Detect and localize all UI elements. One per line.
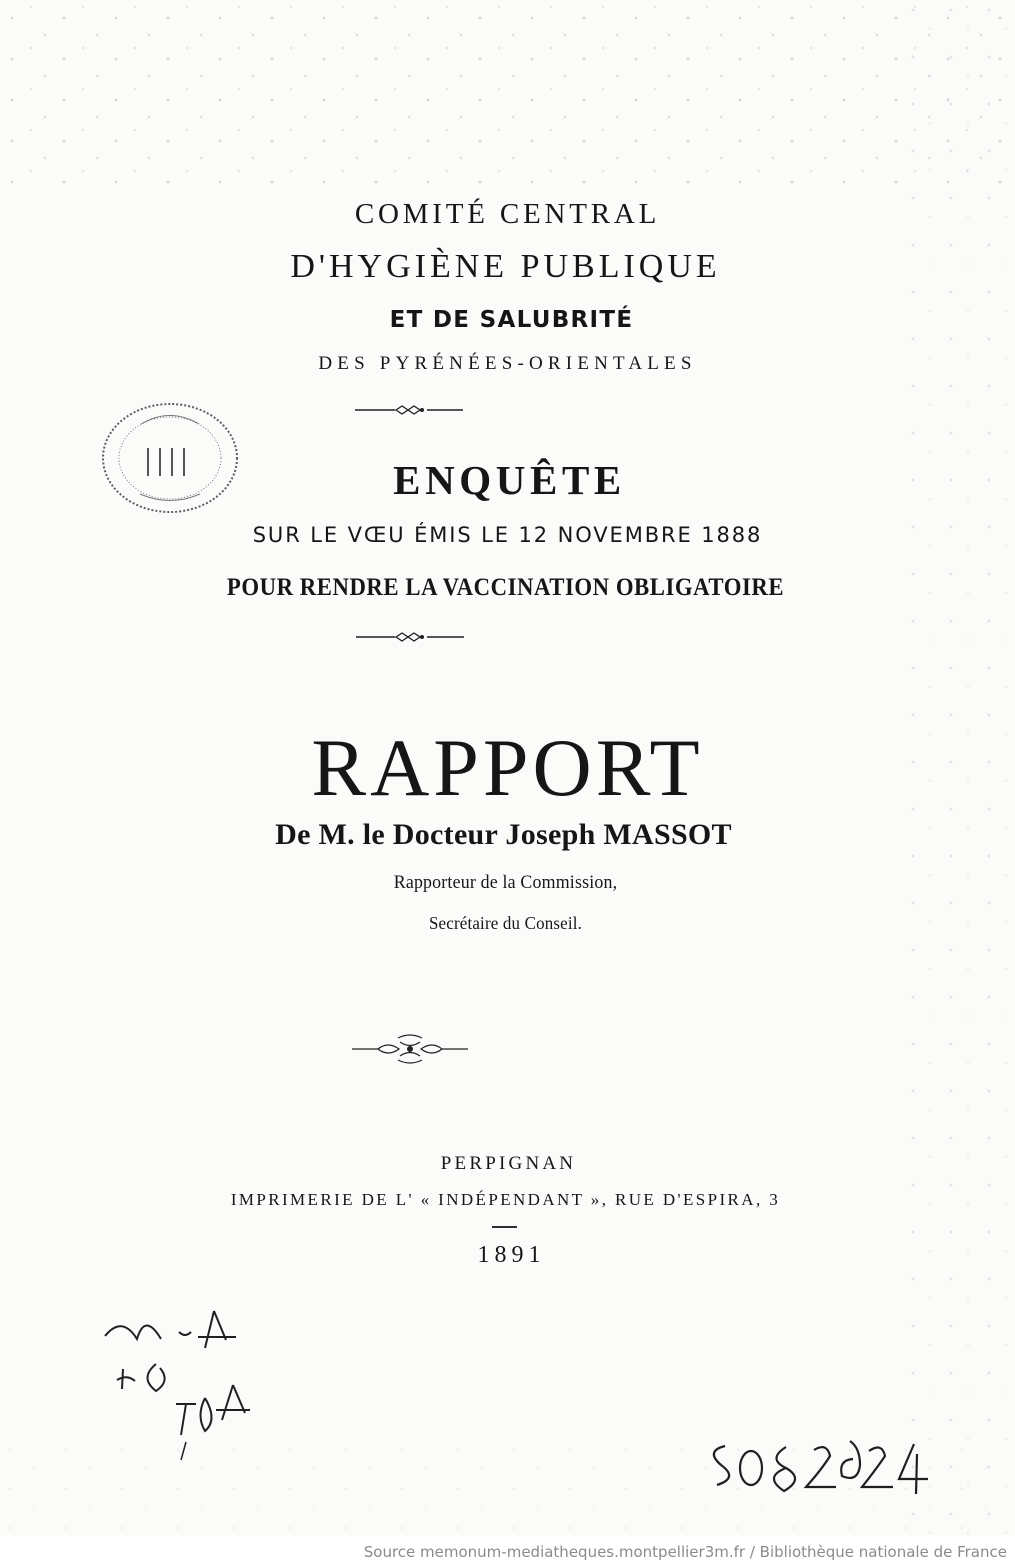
divider-ornament-icon — [0, 629, 1015, 645]
enquete-heading: ENQUÊTE — [393, 457, 626, 503]
publication-year: 1891 — [477, 1242, 546, 1268]
report-author: De M. le Docteur Joseph MASSOT — [275, 818, 732, 851]
flourish-ornament-icon — [350, 1032, 470, 1066]
lower-ornamental-divider — [0, 629, 1015, 645]
committee-title: COMITÉ CENTRAL — [354, 198, 661, 230]
vaccination-subtitle: POUR RENDRE LA VACCINATION OBLIGATOIRE — [226, 574, 785, 601]
department-title: DES PYRÉNÉES-ORIENTALES — [318, 353, 697, 374]
resolution-subtitle: SUR LE VŒU ÉMIS LE 12 NOVEMBRE 1888 — [252, 523, 763, 547]
author-role-commission: Rapporteur de la Commission, — [393, 872, 618, 893]
scan-noise-bottom — [0, 1440, 1015, 1536]
public-hygiene-title: D'HYGIÈNE PUBLIQUE — [290, 248, 721, 285]
source-footer — [0, 1536, 1015, 1566]
print-city: PERPIGNAN — [440, 1153, 577, 1174]
salubrity-title: ET DE SALUBRITÉ — [389, 307, 634, 333]
author-role-council: Secrétaire du Conseil. — [428, 913, 583, 933]
source-attribution: Source memonum-mediatheques.montpellier3m.fr / Bibliothèque nationale de France — [363, 1543, 1007, 1561]
report-heading: RAPPORT — [311, 722, 704, 813]
imprint-divider — [492, 1226, 517, 1228]
central-ornament — [350, 1032, 470, 1066]
printer-address: IMPRIMERIE DE L' « INDÉPENDANT », RUE D'ESPIRA, 3 — [230, 1190, 781, 1209]
scan-noise-top — [0, 0, 1015, 190]
